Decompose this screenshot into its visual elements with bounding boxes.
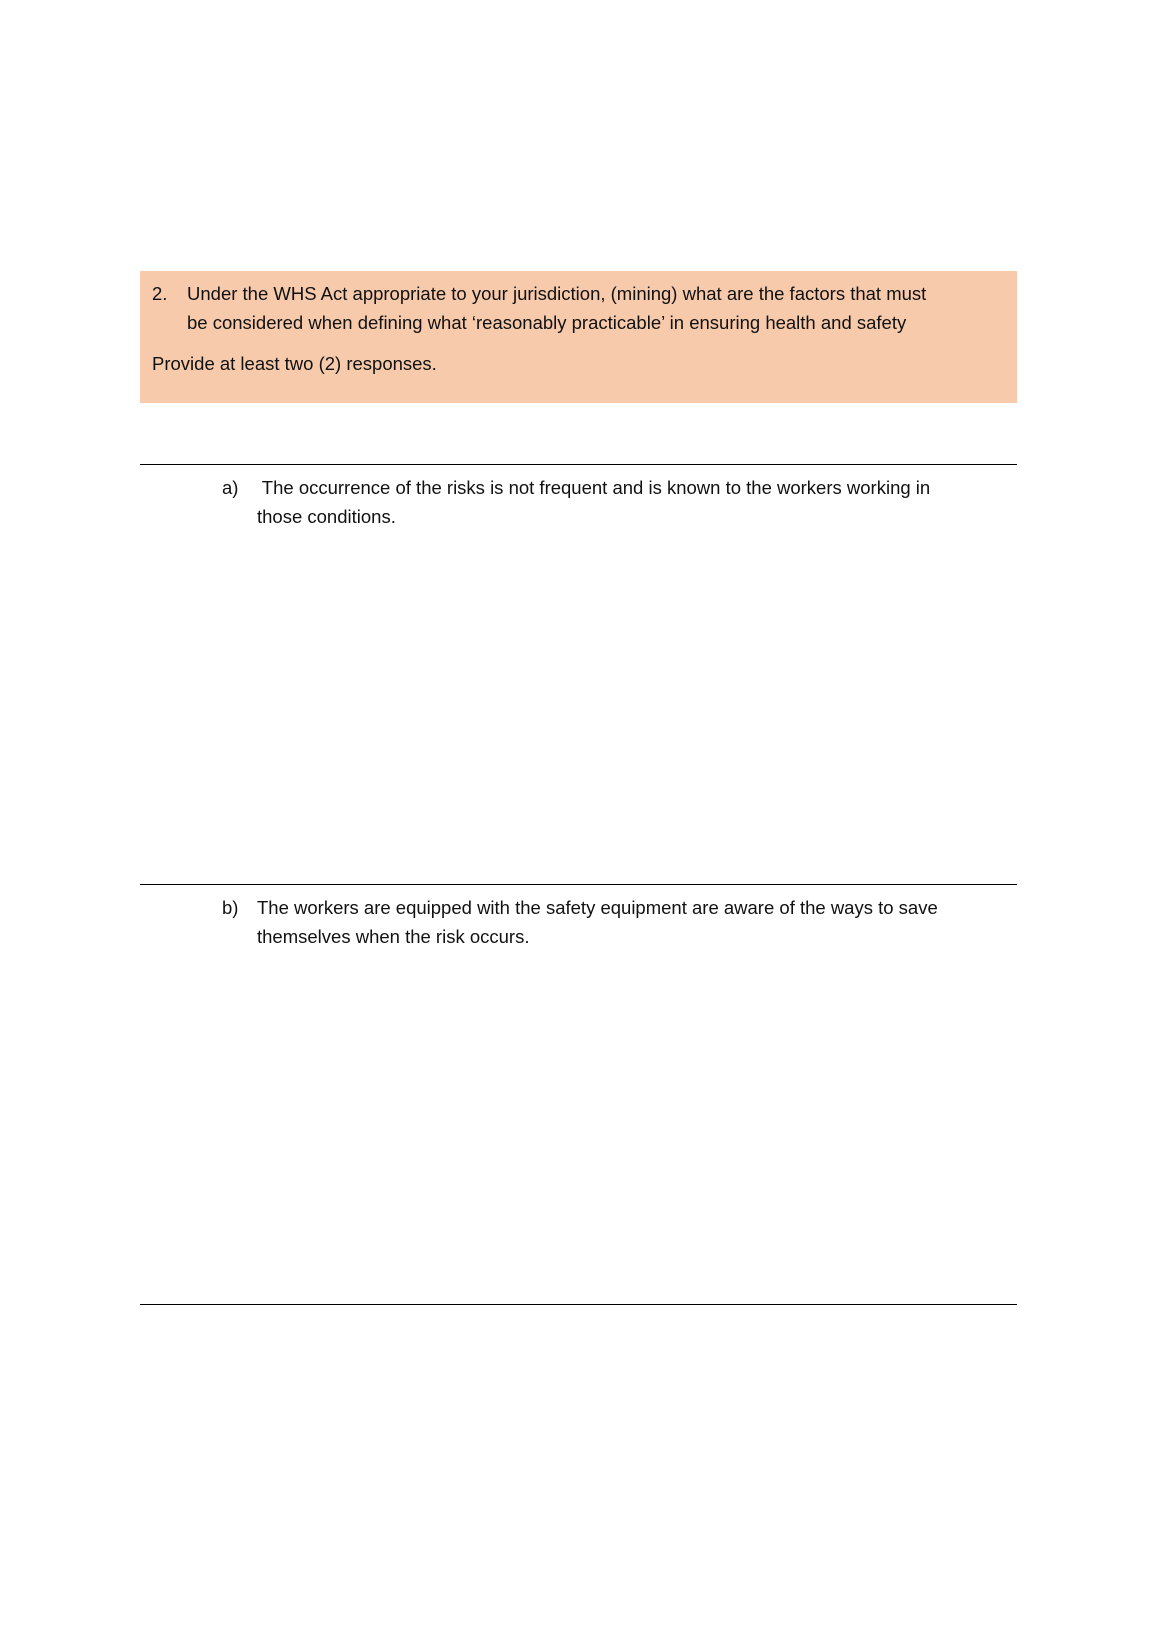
question-box — [140, 271, 1017, 403]
answer-b-label: b) — [222, 897, 239, 918]
question-number: 2. — [152, 283, 168, 304]
answer-b-line-2: themselves when the risk occurs. — [257, 926, 530, 947]
question-text-line-1: Under the WHS Act appropriate to your jurisdiction, (mining) what are the factors that must — [187, 283, 927, 304]
answer-divider-middle — [140, 884, 1017, 885]
question-instruction: Provide at least two (2) responses. — [152, 353, 437, 374]
answer-a-line-1: The occurrence of the risks is not frequent and is known to the workers working in — [257, 477, 931, 498]
answer-a-label: a) — [222, 477, 239, 498]
question-text-line-2: be considered when defining what ‘reasonably practicable’ in ensuring health and safety — [187, 312, 907, 333]
answer-b-line-1: The workers are equipped with the safety equipment are aware of the ways to save — [257, 897, 938, 918]
answer-divider-bottom — [140, 1304, 1017, 1305]
answer-a-line-2: those conditions. — [257, 506, 396, 527]
answer-divider-top — [140, 464, 1017, 465]
